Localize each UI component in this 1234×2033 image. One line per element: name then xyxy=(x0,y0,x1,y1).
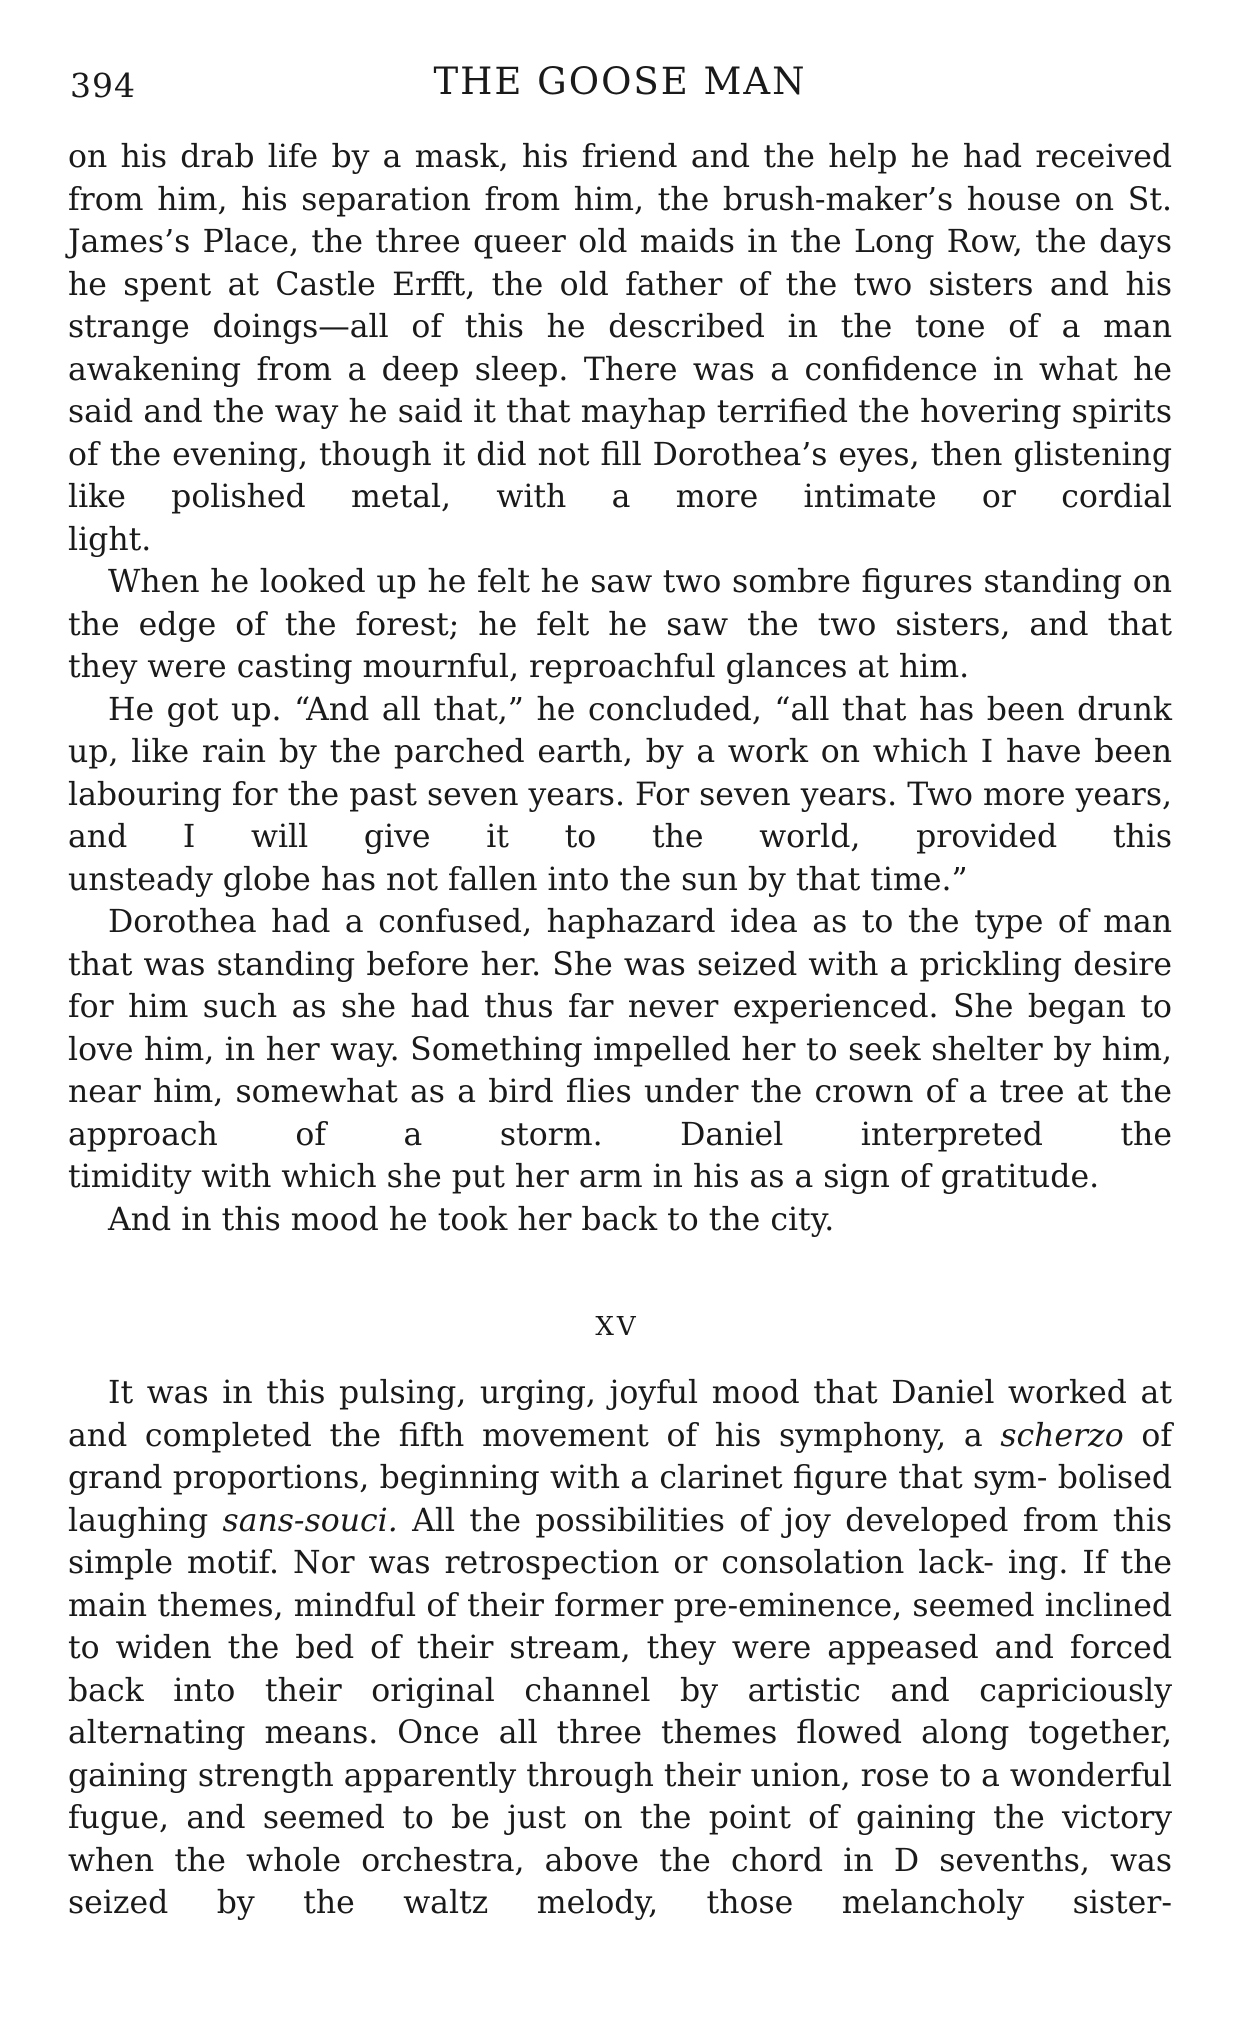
text-line: days he spent at Castle Erfft, the old father of the two sisters xyxy=(68,224,1173,303)
text-line: timidity with which she put her arm in his as a sign of gratitude. xyxy=(68,1159,1100,1195)
italic-term: scherzo xyxy=(1000,1417,1124,1454)
text-line: along together, gaining strength apparently through their union, xyxy=(68,1715,1172,1794)
text-fragment: All the possibilities of joy developed xyxy=(397,1502,1009,1539)
text-line: they were casting mournful, reproachful glances at him. xyxy=(68,649,970,685)
text-line: appeased and forced back into their original channel by artistic xyxy=(68,1630,1172,1709)
text-line: man that was standing before her. She was seized with a prickling xyxy=(68,904,1173,983)
text-line: on his drab life by a mask, his friend and the help he had received xyxy=(68,139,1172,175)
text-line: D sevenths, was seized by the waltz melody, those melancholy sister- xyxy=(68,1842,1173,1921)
text-line: seemed inclined to widen the bed of their stream, they were xyxy=(68,1587,1173,1666)
paragraph xyxy=(68,689,1172,859)
text-line: desire for him such as she had thus far never experienced. She xyxy=(68,946,1173,1025)
italic-term: sans-souci. xyxy=(222,1502,398,1539)
section-paragraph xyxy=(68,1372,1172,1925)
text-line: and capriciously alternating means. Once all three themes flowed xyxy=(68,1672,1172,1751)
text-line: unsteady globe has not fallen into the sun by that time.” xyxy=(68,861,968,898)
text-line: he said and the way he said it that mayhap terrified the hovering xyxy=(68,351,1173,430)
text-line: drunk up, like rain by the parched earth, by a work on which I xyxy=(68,691,1173,770)
text-line: on the edge of the forest; he felt he saw the two sisters, and that xyxy=(68,564,1173,643)
text-line: of grand proportions, beginning with a clarinet figure that sym- xyxy=(68,1417,1172,1496)
paragraph xyxy=(68,1156,1172,1199)
text-line: ing. If the main themes, mindful of their former pre-eminence, xyxy=(68,1545,1172,1624)
page-header xyxy=(70,58,1170,110)
section-heading: XV xyxy=(595,1312,639,1342)
text-line: from him, his separation from him, the brush-maker’s house on xyxy=(68,181,1115,218)
text-line: began to love him, in her way. Something impelled her to seek xyxy=(68,989,1172,1068)
section-text xyxy=(68,1372,1172,1925)
paragraph xyxy=(68,519,1172,562)
text-line: Two more years, and I will give it to the world, provided this xyxy=(68,776,1173,855)
text-line: It was in this pulsing, urging, joyful mood that Daniel worked xyxy=(108,1375,1127,1411)
text-line: St. James’s Place, the three queer old maids in the Long Row, the xyxy=(68,181,1173,260)
body-text xyxy=(68,136,1172,1241)
page-number: 394 xyxy=(70,66,136,105)
text-line: spirits of the evening, though it did not fill Dorothea’s eyes, then xyxy=(68,394,1173,473)
paragraph xyxy=(68,859,1172,902)
text-line: He got up. “And all that,” he concluded, “all that has been xyxy=(108,691,1065,728)
text-line: glistening like polished metal, with a more intimate or cordial xyxy=(68,436,1173,515)
paragraph xyxy=(68,901,1172,1156)
text-line: from this simple motif. Nor was retrospection or consolation lack- xyxy=(68,1502,1173,1581)
paragraph xyxy=(68,136,1172,519)
paragraph xyxy=(68,1199,1172,1242)
text-line: rose to a wonderful fugue, and seemed to be just on the point of xyxy=(68,1757,1173,1836)
text-line: of a tree at the approach of a storm. Daniel interpreted the xyxy=(68,1074,1172,1153)
text-line: shelter by him, near him, somewhat as a bird flies under the crown xyxy=(68,1031,1173,1110)
paragraph xyxy=(68,646,1172,689)
text-line: And in this mood he took her back to the city. xyxy=(108,1201,835,1238)
text-line: and his strange doings—all of this he described in the tone of a xyxy=(68,266,1172,345)
paragraph xyxy=(68,561,1172,646)
text-line: light. xyxy=(68,521,152,558)
text-fragment: bolised laughing xyxy=(68,1460,1172,1539)
text-line: When he looked up he felt he saw two sombre figures standing xyxy=(108,564,1123,600)
text-line: man awakening from a deep sleep. There was a confidence in what xyxy=(68,309,1172,388)
text-line: have been labouring for the past seven years. For seven years. xyxy=(68,734,1172,813)
text-fragment: at and completed the fifth movement of his symphony, a xyxy=(68,1375,1172,1454)
text-line: Dorothea had a confused, haphazard idea as to the type of xyxy=(108,904,1089,940)
text-line: gaining the victory when the whole orchestra, above the chord in xyxy=(68,1800,1172,1879)
running-title: THE GOOSE MAN xyxy=(433,60,807,103)
